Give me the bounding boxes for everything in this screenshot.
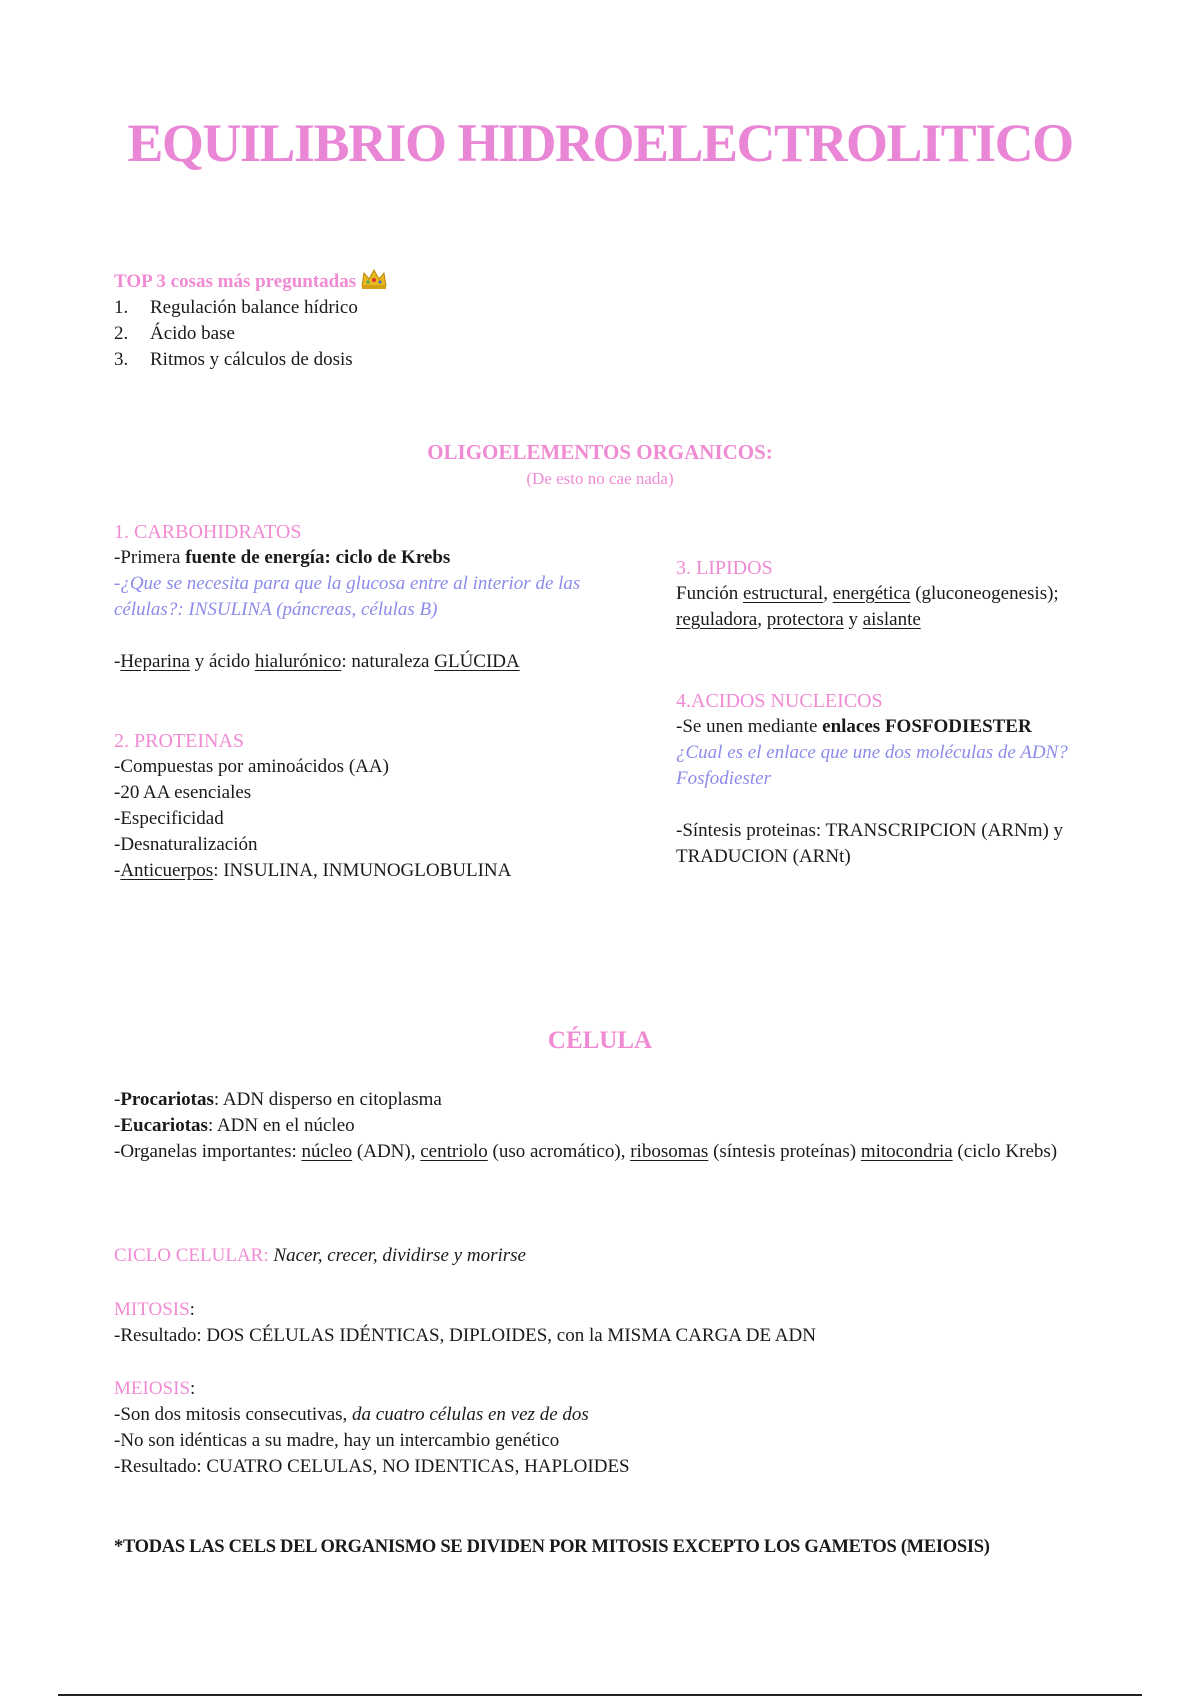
carbohidratos-heading: 1. CARBOHIDRATOS [114,521,302,543]
proteinas-section [114,728,634,884]
lipidos-section [676,555,1116,633]
carbohidratos-line-3: -Heparina y ácido hialurónico: naturaleza GLÚCIDA [114,651,520,672]
lipidos-heading: 3. LIPIDOS [676,557,773,579]
celula-section [114,1087,1104,1165]
top3-list [114,295,714,373]
meiosis-line-2: -No son idénticas a su madre, hay un intercambio genético [114,1430,560,1451]
top3-heading-text: TOP 3 cosas más preguntadas [114,271,357,292]
meiosis-line-3: -Resultado: CUATRO CELULAS, NO IDENTICAS, HAPLOIDES [114,1456,630,1477]
lipidos-text: Función estructural, energética (gluconeogenesis); reguladora, protectora y aislante [676,583,1059,630]
proteinas-anticuerpos: -Anticuerpos: INSULINA, INMUNOGLOBULINA [114,860,512,881]
celula-heading: CÉLULA [547,1027,653,1054]
acidos-line-1: -Se unen mediante enlaces FOSFODIESTER [676,716,1032,737]
ciclo-section [114,1243,1104,1269]
meiosis-section [114,1376,1104,1480]
ciclo-line: CICLO CELULAR: Nacer, crecer, dividirse y morirse [114,1245,526,1266]
list-item: 3. Ritmos y cálculos de dosis [114,349,353,370]
carbohidratos-line-1: -Primera fuente de energía: ciclo de Krebs [114,547,451,568]
oligo-heading: OLIGOELEMENTOS ORGANICOS: [427,440,773,464]
mitosis-heading: MITOSIS: [114,1299,195,1320]
final-note: *TODAS LAS CELS DEL ORGANISMO SE DIVIDEN POR MITOSIS EXCEPTO LOS GAMETOS (MEIOSIS) [114,1537,990,1557]
acidos-question: ¿Cual es el enlace que une dos moléculas de ADN? Fosfodiester [676,742,1068,789]
oligo-subheading: (De esto no cae nada) [526,469,674,488]
list-item: 1. Regulación balance hídrico [114,297,358,318]
acidos-section [676,688,1116,870]
proteinas-line: -Especificidad [114,808,224,829]
acidos-heading: 4.ACIDOS NUCLEICOS [676,690,883,712]
celula-procariotas: -Procariotas: ADN disperso en citoplasma [114,1089,442,1110]
crown-icon [360,268,388,290]
bottom-rule [58,1694,1142,1696]
acidos-sintesis: -Síntesis proteinas: TRANSCRIPCION (ARNm) y TRADUCION (ARNt) [676,820,1064,867]
proteinas-line: -20 AA esenciales [114,782,252,803]
meiosis-line-1: -Son dos mitosis consecutivas, da cuatro células en vez de dos [114,1404,589,1425]
list-item: 2. Ácido base [114,323,235,344]
proteinas-line: -Desnaturalización [114,834,258,855]
carbohidratos-section [114,519,614,675]
top3-heading [114,268,714,295]
meiosis-heading: MEIOSIS: [114,1378,196,1399]
page-title: EQUILIBRIO HIDROELECTROLITICO [127,113,1073,173]
carbohidratos-question: -¿Que se necesita para que la glucosa entre al interior de las células?: INSULINA (páncreas, células B) [114,573,581,620]
celula-organelas: -Organelas importantes: núcleo (ADN), centriolo (uso acromático), ribosomas (síntesis proteínas) mitocondria (ciclo Krebs) [114,1141,1058,1162]
proteinas-line: -Compuestas por aminoácidos (AA) [114,756,389,777]
mitosis-line: -Resultado: DOS CÉLULAS IDÉNTICAS, DIPLOIDES, con la MISMA CARGA DE ADN [114,1325,816,1346]
top3-section [114,268,714,373]
mitosis-section [114,1297,1104,1349]
proteinas-heading: 2. PROTEINAS [114,730,245,752]
celula-eucariotas: -Eucariotas: ADN en el núcleo [114,1115,355,1136]
